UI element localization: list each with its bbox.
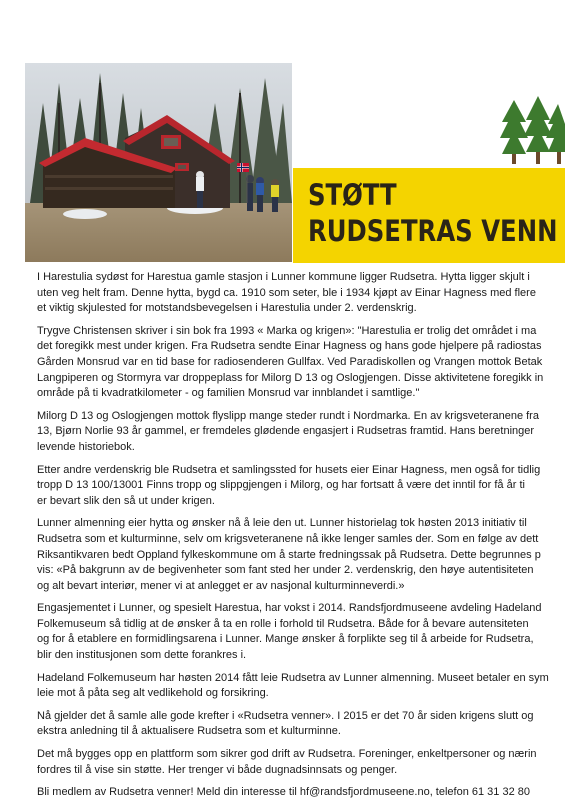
paragraph-engagement xyxy=(37,601,565,663)
text-line: Det må bygges opp en plattform som sikrer god drift av Rudsetra. Foreninger, enkeltpersoner og nærin xyxy=(37,748,537,761)
paragraph-venner xyxy=(37,709,565,740)
text-line: I Harestulia sydøst for Harestua gamle stasjon i Lunner kommune ligger Rudsetra. Hytta ligger skjult i xyxy=(37,271,530,283)
cabin-photo-illustration xyxy=(25,63,292,262)
headline-line: RUDSETRAS VENN xyxy=(308,214,558,248)
text-line: Etter andre verdenskrig ble Rudsetra et samlingssted for husets eier Einar Hagness, men også for tidlig xyxy=(37,463,541,476)
text-line: ekstra anledning til å aktualisere Rudsetra som et kulturminne. xyxy=(37,725,341,738)
text-line: område på ti kvadratkilometer - og familien Monsrud var innblandet i samtlige." xyxy=(37,387,420,400)
cabin-photo xyxy=(25,63,292,262)
paragraph-milorg xyxy=(37,409,565,456)
text-line: vis: «På bakgrunn av de begivenheter som fant sted her under 2. verdenskrig, den høye autentisiteten xyxy=(37,564,534,577)
text-line: Riksantikvaren bedt Oppland fylkeskommune om å starte fredningssak på Rudsetra. Dette begrunnes p xyxy=(37,548,541,561)
text-line: Folkemuseum så tidlig at de ønsker å ta en rolle i forhold til Rudsetra. Både for å bevare autensiteten xyxy=(37,617,529,630)
headline-banner xyxy=(293,168,565,263)
text-line: det foregikk mest under krigen. Fra Rudsetra sendte Einar Hagness og hans gode hjelpere på radiostas xyxy=(37,340,542,353)
article-body xyxy=(37,270,565,801)
text-line: er bevart slik den så ut under krigen. xyxy=(37,494,215,507)
paragraph-platform xyxy=(37,747,565,778)
paragraph-almenning xyxy=(37,516,565,594)
text-line: leie mot å påta seg alt vedlikehold og forsikring. xyxy=(37,687,269,700)
text-line: fordres til å vise sin støtte. Her trenger vi både dugnadsinnsats og penger. xyxy=(37,763,398,776)
text-line: Engasjementet i Lunner, og spesielt Harestua, har vokst i 2014. Randsfjordmuseene avdeling Hadeland xyxy=(37,602,542,615)
text-line: Milorg D 13 og Oslogjengen mottok flyslipp mange steder rundt i Nordmarka. En av krigsveteranene fra xyxy=(37,409,539,422)
text-line: Rudsetra som et kulturminne, selv om krigsveteranene nå ikke lenger samles der. Som en følge av dett xyxy=(37,532,539,545)
headline xyxy=(308,177,557,249)
text-line: Hadeland Folkemuseum har høsten 2014 fått leie Rudsetra av Lunner almenning. Museet betaler en sym xyxy=(37,671,549,684)
paragraph-intro xyxy=(37,270,565,317)
text-line: Langpiperen og Stormyra var droppeplass for Milorg D 13 og Oslogjengen. Disse aktivitetene foregikk in xyxy=(37,371,544,384)
text-line: levende historiebok. xyxy=(37,440,135,453)
paragraph-museum xyxy=(37,671,565,702)
text-line: Trygve Christensen skriver i sin bok fra 1993 « Marka og krigen»: "Harestulia er trolig det området i ma xyxy=(37,324,537,337)
text-line: Nå gjelder det å samle alle gode krefter i «Rudsetra venner». I 2015 er det 70 år siden krigens slutt og xyxy=(37,709,534,722)
headline-line: STØTT xyxy=(308,178,397,212)
paragraph-after-war xyxy=(37,463,565,510)
text-line: tropp D 13 100/13001 Finns tropp og slippgjengen i Milorg, og har fortsatt å være det inntil for få år ti xyxy=(37,479,525,492)
text-line: Gården Monsrud var en tid base for radiosenderen Gullfax. Ved Paradiskollen og Vrangen mottok Betak xyxy=(37,355,543,368)
tree-icon xyxy=(500,96,565,168)
paragraph-membership xyxy=(37,785,565,801)
pine-trees-illustration xyxy=(500,96,565,168)
text-line: uten veg helt fram. Denne hytta, bygd ca. 1910 som seter, ble i 1934 kjøpt av Einar Hagness med flere xyxy=(37,286,536,299)
text-line: og alt bevart interiør, mener vi at anlegget er av nasjonal kulturminneverdi.» xyxy=(37,579,405,592)
text-line: et viktig skjulested for motstandsbevegelsen i Harestulia under 2. verdenskrig. xyxy=(37,302,417,315)
text-line: og for å etablere en formidlingsarena i Lunner. Mange ønsker å forplikte seg til å arbeide for Rudsetra, xyxy=(37,633,534,646)
text-line: 13, Bjørn Norlie 93 år gammel, er fremdeles glødende engasjert i Rudsetras framtid. Hans beretninger xyxy=(37,425,535,438)
text-line: Bli medlem av Rudsetra venner! Meld din interesse til hf@randsfjordmuseene.no, telefon 61 31 32 80 xyxy=(37,786,530,799)
paragraph-quote xyxy=(37,324,565,402)
text-line: blir den institusjonen som dette forankres i. xyxy=(37,649,247,662)
text-line: Lunner almenning eier hytta og ønsker nå å leie den ut. Lunner historielag tok høsten 2013 initiativ til xyxy=(37,517,527,530)
